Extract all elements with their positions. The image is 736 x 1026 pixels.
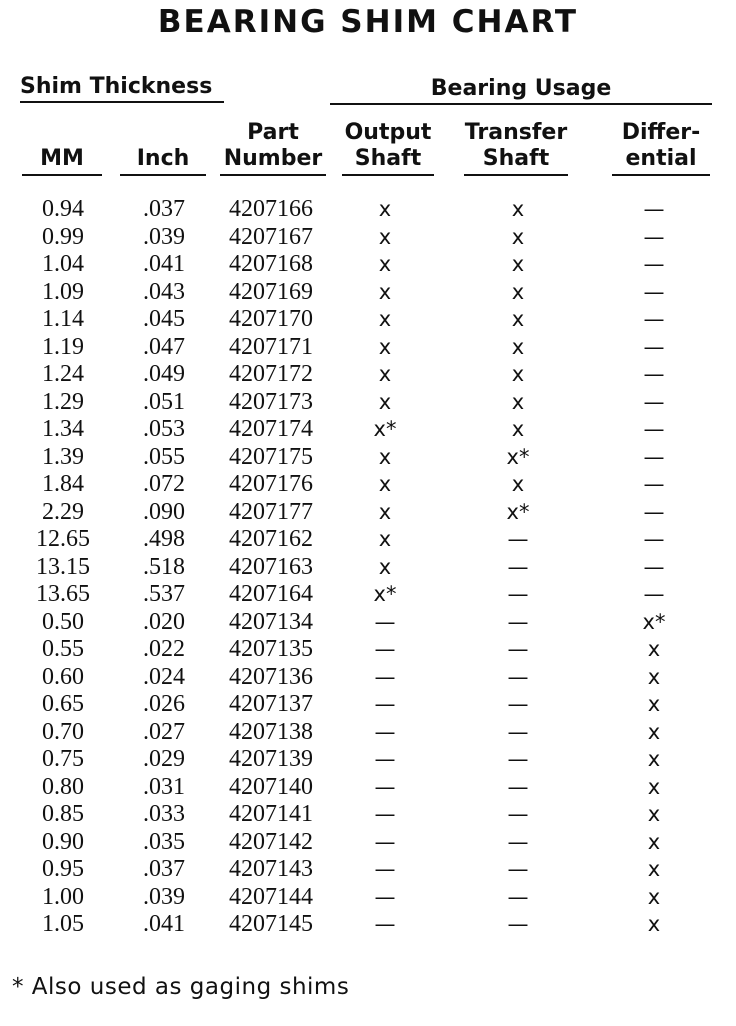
differential-cell: x (647, 829, 661, 854)
table-row (0, 746, 736, 774)
part-number-cell: 4207169 (229, 278, 313, 305)
part-number-cell: 4207168 (229, 251, 313, 277)
output-shaft-cell: — (374, 664, 396, 689)
transfer-shaft-cell: x* (506, 444, 530, 469)
differential-cell: — (643, 472, 665, 496)
mm-cell: 0.55 (42, 636, 84, 662)
table-row (0, 416, 736, 444)
mm-cell: 0.70 (42, 718, 84, 745)
table-row (0, 444, 736, 472)
mm-cell: 1.39 (42, 443, 84, 470)
column-header-transfer-line2: Shaft (482, 146, 550, 171)
output-shaft-cell: — (374, 829, 396, 854)
transfer-shaft-cell: — (507, 692, 529, 716)
mm-cell: 1.05 (42, 911, 84, 937)
mm-cell: 1.29 (42, 388, 84, 415)
transfer-shaft-cell: — (507, 829, 529, 854)
differential-cell: — (643, 527, 665, 551)
column-header-inch-label: Inch (136, 146, 190, 171)
table-row (0, 609, 736, 637)
transfer-shaft-cell: x (511, 362, 525, 386)
part-number-cell: 4207166 (229, 196, 313, 222)
column-header-inch (120, 146, 206, 176)
differential-cell: x (647, 747, 661, 771)
mm-cell: 0.75 (42, 746, 84, 772)
output-shaft-cell: x (378, 224, 392, 249)
shim-table-body (0, 196, 736, 939)
output-shaft-cell: x (378, 527, 392, 551)
transfer-shaft-cell: — (507, 719, 529, 744)
mm-cell: 1.09 (42, 278, 84, 305)
table-row (0, 306, 736, 334)
part-number-cell: 4207143 (229, 856, 313, 882)
table-row (0, 471, 736, 499)
column-header-output-shaft (342, 120, 434, 176)
part-number-cell: 4207164 (229, 581, 313, 607)
transfer-shaft-cell: x (511, 472, 525, 496)
output-shaft-cell: x (378, 279, 392, 304)
table-row (0, 581, 736, 609)
mm-cell: 0.85 (42, 801, 84, 827)
part-number-cell: 4207172 (229, 361, 313, 387)
table-row (0, 636, 736, 664)
differential-cell: x (647, 664, 661, 689)
mm-cell: 0.99 (42, 223, 84, 250)
transfer-shaft-cell: — (507, 664, 529, 689)
output-shaft-cell: x (378, 389, 392, 414)
differential-cell: — (643, 224, 665, 249)
output-shaft-cell: — (374, 774, 396, 799)
differential-cell: — (643, 582, 665, 606)
mm-cell: 13.15 (36, 553, 90, 580)
transfer-shaft-cell: — (507, 884, 529, 909)
inch-cell: .037 (143, 196, 185, 222)
part-number-cell: 4207177 (229, 498, 313, 525)
transfer-shaft-cell: x* (506, 499, 530, 524)
table-row (0, 361, 736, 389)
column-header-differential (612, 120, 710, 176)
column-header-diff-line2: ential (625, 146, 697, 171)
part-number-cell: 4207162 (229, 526, 313, 552)
table-row (0, 856, 736, 884)
transfer-shaft-cell: — (507, 637, 529, 661)
transfer-shaft-cell: x (511, 334, 525, 359)
output-shaft-cell: x (378, 197, 392, 221)
output-shaft-cell: x (378, 362, 392, 386)
mm-cell: 0.94 (42, 196, 84, 222)
transfer-shaft-cell: — (507, 609, 529, 634)
transfer-shaft-cell: x (511, 197, 525, 221)
differential-cell: x (647, 857, 661, 881)
bearing-usage-group-header: Bearing Usage (330, 76, 712, 105)
mm-cell: 1.84 (42, 471, 84, 497)
output-shaft-cell: — (374, 912, 396, 936)
column-header-output-line1: Output (344, 120, 432, 145)
column-header-transfer-shaft (464, 120, 568, 176)
table-row (0, 334, 736, 362)
table-row (0, 251, 736, 279)
column-header-part-number (220, 120, 326, 176)
differential-cell: x (647, 692, 661, 716)
transfer-shaft-cell: — (507, 774, 529, 799)
output-shaft-cell: x (378, 499, 392, 524)
part-number-cell: 4207138 (229, 718, 313, 745)
transfer-shaft-cell: — (507, 527, 529, 551)
part-number-cell: 4207142 (229, 828, 313, 855)
transfer-shaft-cell: x (511, 307, 525, 331)
differential-cell: — (643, 197, 665, 221)
inch-cell: .022 (143, 636, 185, 662)
part-number-cell: 4207167 (229, 223, 313, 250)
table-row (0, 719, 736, 747)
shim-thickness-group-header: Shim Thickness (20, 74, 224, 103)
transfer-shaft-cell: — (507, 857, 529, 881)
table-row (0, 224, 736, 252)
part-number-cell: 4207141 (229, 801, 313, 827)
mm-cell: 1.04 (42, 251, 84, 277)
differential-cell: x* (642, 609, 666, 634)
page-title: BEARING SHIM CHART (157, 4, 579, 40)
transfer-shaft-cell: — (507, 554, 529, 579)
output-shaft-cell: x (378, 472, 392, 496)
table-row (0, 911, 736, 939)
part-number-cell: 4207163 (229, 553, 313, 580)
part-number-cell: 4207144 (229, 883, 313, 910)
output-shaft-cell: — (374, 857, 396, 881)
column-header-transfer-line1: Transfer (464, 120, 568, 145)
inch-cell: .020 (143, 608, 185, 635)
transfer-shaft-cell: x (511, 279, 525, 304)
differential-cell: x (647, 912, 661, 936)
mm-cell: 13.65 (36, 581, 90, 607)
differential-cell: x (647, 774, 661, 799)
output-shaft-cell: — (374, 692, 396, 716)
differential-cell: x (647, 884, 661, 909)
output-shaft-cell: x (378, 444, 392, 469)
differential-cell: — (643, 554, 665, 579)
table-row (0, 664, 736, 692)
table-row (0, 526, 736, 554)
part-number-cell: 4207139 (229, 746, 313, 772)
differential-cell: — (643, 389, 665, 414)
transfer-shaft-cell: x (511, 389, 525, 414)
inch-cell: .072 (143, 471, 185, 497)
transfer-shaft-cell: x (511, 224, 525, 249)
output-shaft-cell: x (378, 252, 392, 276)
inch-cell: .537 (143, 581, 185, 607)
table-row (0, 279, 736, 307)
inch-cell: .035 (143, 828, 185, 855)
differential-cell: — (643, 499, 665, 524)
footnote: * Also used as gaging shims (12, 974, 350, 1000)
transfer-shaft-cell: — (507, 747, 529, 771)
part-number-cell: 4207134 (229, 608, 313, 635)
differential-cell: — (643, 444, 665, 469)
inch-cell: .041 (143, 911, 185, 937)
inch-cell: .053 (143, 416, 185, 442)
output-shaft-cell: — (374, 802, 396, 826)
output-shaft-cell: x* (373, 417, 397, 441)
part-number-cell: 4207176 (229, 471, 313, 497)
column-header-mm (22, 146, 102, 176)
output-shaft-cell: x (378, 307, 392, 331)
transfer-shaft-cell: — (507, 912, 529, 936)
inch-cell: .045 (143, 306, 185, 332)
output-shaft-cell: — (374, 884, 396, 909)
differential-cell: x (647, 637, 661, 661)
mm-cell: 1.34 (42, 416, 84, 442)
inch-cell: .090 (143, 498, 185, 525)
mm-cell: 2.29 (42, 498, 84, 525)
table-row (0, 829, 736, 857)
part-number-cell: 4207145 (229, 911, 313, 937)
mm-cell: 0.95 (42, 856, 84, 882)
transfer-shaft-cell: x (511, 252, 525, 276)
column-header-part-line1: Part (247, 120, 299, 145)
inch-cell: .049 (143, 361, 185, 387)
differential-cell: — (643, 334, 665, 359)
mm-cell: 0.60 (42, 663, 84, 690)
part-number-cell: 4207136 (229, 663, 313, 690)
inch-cell: .033 (143, 801, 185, 827)
inch-cell: .047 (143, 333, 185, 360)
mm-cell: 1.00 (42, 883, 84, 910)
inch-cell: .051 (143, 388, 185, 415)
output-shaft-cell: — (374, 609, 396, 634)
output-shaft-cell: x (378, 554, 392, 579)
inch-cell: .031 (143, 773, 185, 800)
output-shaft-cell: x (378, 334, 392, 359)
inch-cell: .027 (143, 718, 185, 745)
part-number-cell: 4207135 (229, 636, 313, 662)
part-number-cell: 4207175 (229, 443, 313, 470)
mm-cell: 1.24 (42, 361, 84, 387)
column-header-part-line2: Number (223, 146, 323, 171)
inch-cell: .029 (143, 746, 185, 772)
differential-cell: — (643, 279, 665, 304)
output-shaft-cell: — (374, 747, 396, 771)
differential-cell: — (643, 307, 665, 331)
inch-cell: .043 (143, 278, 185, 305)
transfer-shaft-cell: x (511, 417, 525, 441)
inch-cell: .026 (143, 691, 185, 717)
part-number-cell: 4207174 (229, 416, 313, 442)
table-row (0, 691, 736, 719)
inch-cell: .498 (143, 526, 185, 552)
inch-cell: .037 (143, 856, 185, 882)
inch-cell: .518 (143, 553, 185, 580)
inch-cell: .039 (143, 223, 185, 250)
mm-cell: 12.65 (36, 526, 90, 552)
table-row (0, 884, 736, 912)
mm-cell: 0.90 (42, 828, 84, 855)
differential-cell: x (647, 802, 661, 826)
table-row (0, 774, 736, 802)
column-header-diff-line1: Differ- (621, 120, 701, 145)
table-row (0, 389, 736, 417)
mm-cell: 0.50 (42, 608, 84, 635)
transfer-shaft-cell: — (507, 582, 529, 606)
mm-cell: 0.65 (42, 691, 84, 717)
output-shaft-cell: — (374, 719, 396, 744)
column-header-output-line2: Shaft (354, 146, 422, 171)
mm-cell: 1.14 (42, 306, 84, 332)
part-number-cell: 4207170 (229, 306, 313, 332)
differential-cell: — (643, 362, 665, 386)
mm-cell: 1.19 (42, 333, 84, 360)
part-number-cell: 4207171 (229, 333, 313, 360)
mm-cell: 0.80 (42, 773, 84, 800)
transfer-shaft-cell: — (507, 802, 529, 826)
table-row (0, 499, 736, 527)
table-row (0, 554, 736, 582)
output-shaft-cell: — (374, 637, 396, 661)
inch-cell: .039 (143, 883, 185, 910)
output-shaft-cell: x* (373, 582, 397, 606)
differential-cell: — (643, 252, 665, 276)
part-number-cell: 4207137 (229, 691, 313, 717)
column-header-mm-label: MM (40, 146, 84, 171)
inch-cell: .024 (143, 663, 185, 690)
part-number-cell: 4207173 (229, 388, 313, 415)
table-row (0, 196, 736, 224)
inch-cell: .055 (143, 443, 185, 470)
differential-cell: x (647, 719, 661, 744)
inch-cell: .041 (143, 251, 185, 277)
table-row (0, 801, 736, 829)
part-number-cell: 4207140 (229, 773, 313, 800)
differential-cell: — (643, 417, 665, 441)
